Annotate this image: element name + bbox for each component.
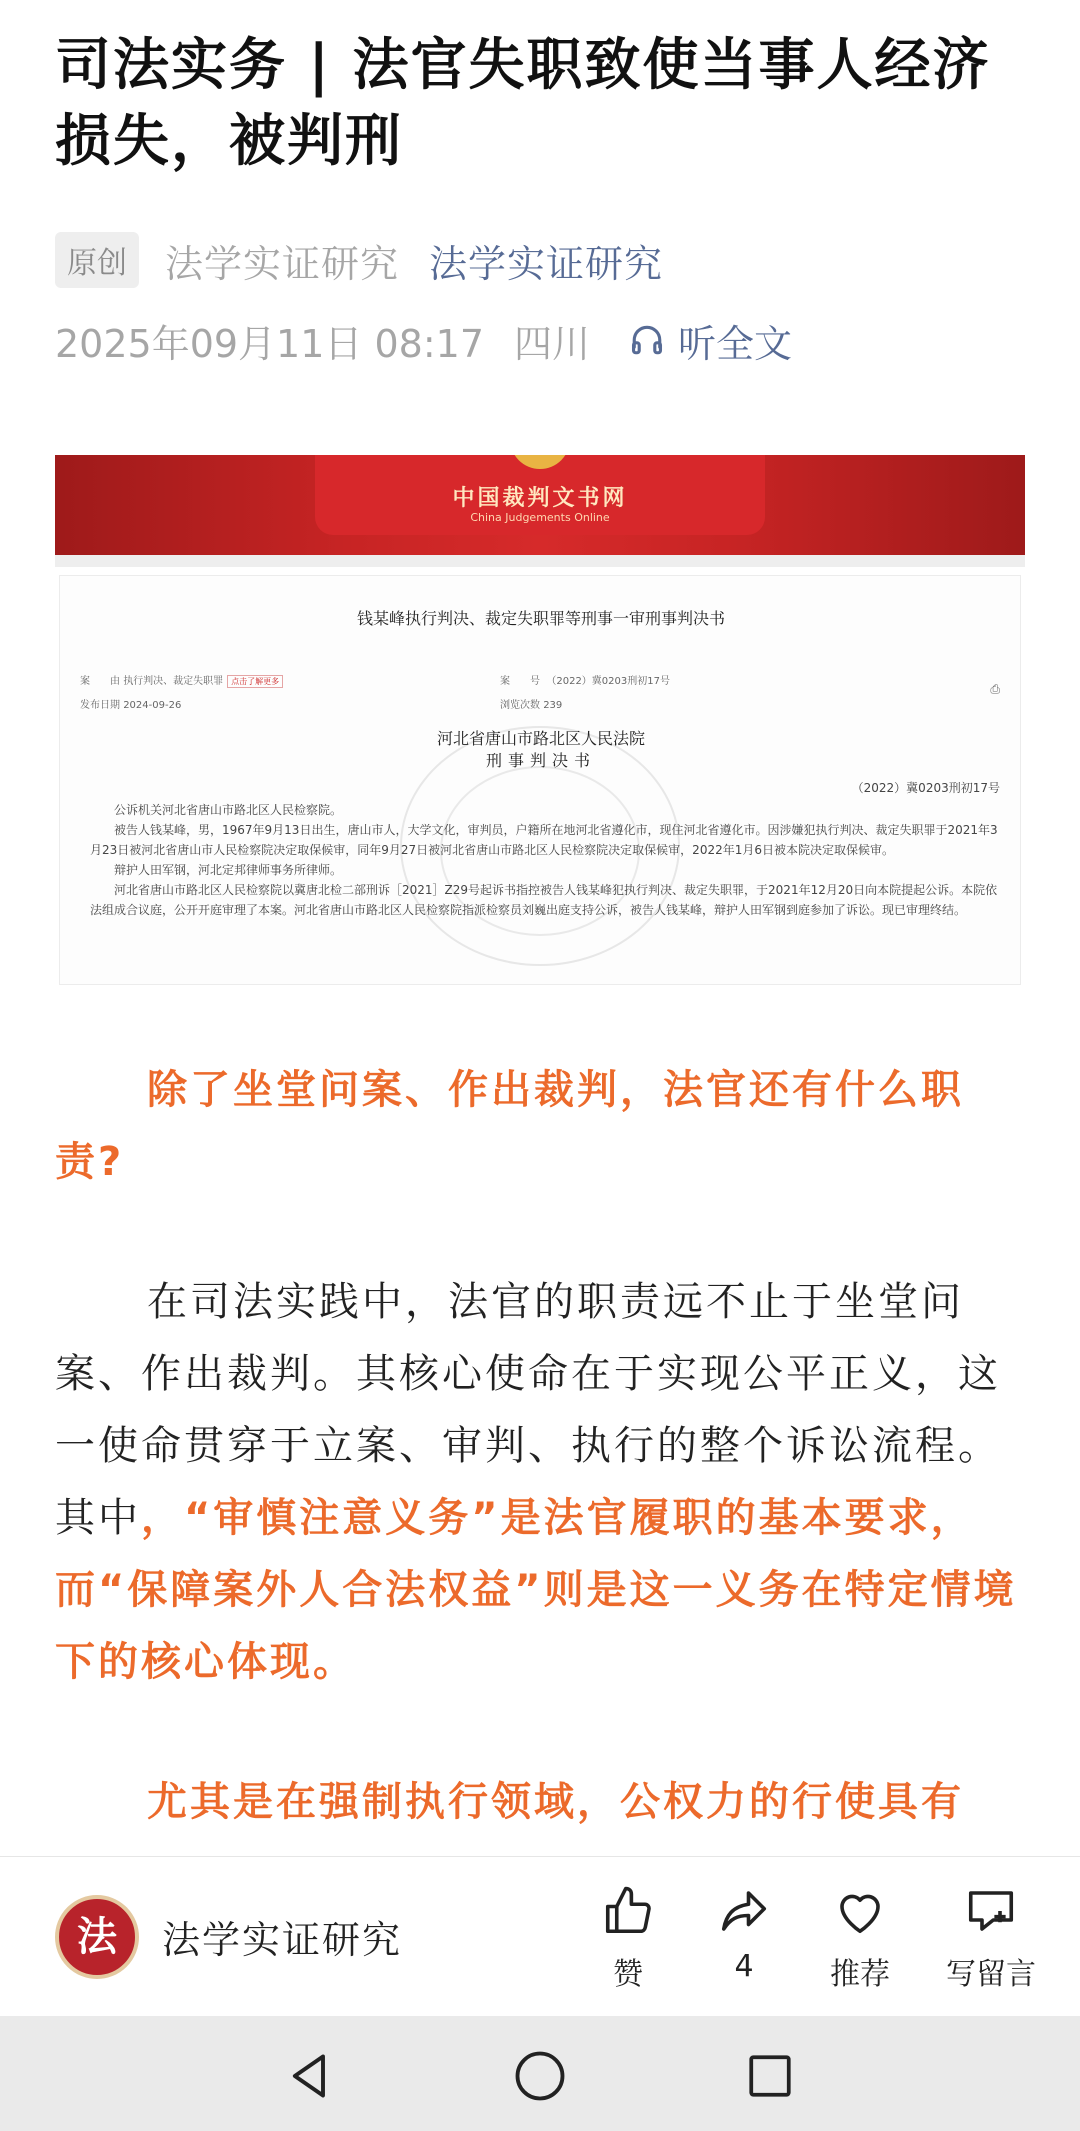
paragraph-question <box>55 1054 1025 1198</box>
listen-button[interactable] <box>630 313 792 368</box>
recommend-label: 推荐 <box>830 1957 890 1992</box>
write-comment-label: 写留言 <box>946 1957 1036 1992</box>
site-subtitle: China Judgements Online <box>470 511 610 524</box>
nav-recents-button[interactable] <box>740 2046 800 2106</box>
system-navigation-bar <box>0 2016 1080 2131</box>
listen-label: 听全文 <box>678 321 793 366</box>
thumbs-up-icon <box>601 1884 655 1938</box>
case-tag: 点击了解更多 <box>227 675 283 688</box>
author-name: 法学实证研究 <box>165 241 400 286</box>
site-title: 中国裁判文书网 <box>452 486 628 511</box>
account-avatar[interactable]: 法 <box>55 1895 139 1979</box>
comment-icon <box>963 1884 1019 1938</box>
enforcement-text: 尤其是在强制执行领域，公权力的行使具有 <box>147 1779 964 1825</box>
view-count: 浏览次数 239 <box>500 700 563 711</box>
paragraph-duties <box>55 1266 1025 1698</box>
publish-info: 发布日期 2024-09-26 <box>80 700 182 711</box>
like-label: 赞 <box>613 1957 643 1992</box>
bottom-account-name[interactable]: 法学实证研究 <box>162 1918 403 1962</box>
recents-square-icon <box>745 2051 795 2101</box>
nav-home-button[interactable] <box>510 2046 570 2106</box>
judgment-screenshot-image[interactable] <box>55 455 1025 985</box>
duties-highlight: ，“审慎注意义务”是法官履职的基本要求，而“保障案外人合法权益”则是这一义务在特定情境下的核心体现。 <box>55 1495 1017 1685</box>
document-number: （2022）冀0203刑初17号 <box>851 781 1000 795</box>
document-heading: 钱某峰执行判决、裁定失职罪等刑事一审刑事判决书 <box>356 609 725 628</box>
question-text: 除了坐堂问案、作出裁判，法官还有什么职责? <box>55 1067 964 1185</box>
write-comment-button[interactable] <box>921 1883 1061 1993</box>
back-triangle-icon <box>284 2050 336 2102</box>
publish-location: 四川 <box>514 321 591 366</box>
court-emblem-icon <box>510 455 570 469</box>
article-title: 司法实务 | 法官失职致使当事人经济损失，被判刑 <box>55 33 991 174</box>
duties-text: 在司法实践中，法官的职责远不止于坐堂问案、作出裁判。其核心使命在于实现公平正义，这一使命贯穿于立案、审判、执行的整个诉讼流程。其中 <box>55 1279 1001 1541</box>
case-cause: 案 由 执行判决、裁定失职罪 点击了解更多 <box>80 672 283 688</box>
banner-center <box>315 455 765 535</box>
headphones-icon <box>630 323 664 357</box>
court-name: 河北省唐山市路北区人民法院 <box>436 729 645 748</box>
publish-date: 2025年09月11日 08:17 <box>55 321 485 366</box>
print-icon: ⎙ <box>990 682 1000 696</box>
recommend-button[interactable] <box>805 1883 915 1993</box>
paragraph-enforcement <box>55 1766 1025 1838</box>
document-type: 刑事判决书 <box>485 751 596 770</box>
date-row <box>55 312 792 368</box>
heart-icon <box>833 1884 887 1938</box>
banner-strip <box>55 555 1025 567</box>
share-button[interactable] <box>689 1883 799 1984</box>
bottom-action-bar <box>0 1856 1080 2016</box>
account-link[interactable]: 法学实证研究 <box>429 241 664 286</box>
share-count: 4 <box>734 1949 754 1984</box>
meta-row <box>55 232 663 288</box>
home-circle-icon <box>513 2049 567 2103</box>
like-button[interactable] <box>573 1883 683 1993</box>
share-arrow-icon <box>717 1884 771 1938</box>
site-banner <box>55 455 1025 555</box>
nav-back-button[interactable] <box>280 2046 340 2106</box>
case-number: 案 号 （2022）冀0203刑初17号 <box>500 676 670 687</box>
document-body: 公诉机关河北省唐山市路北区人民检察院。 被告人钱某峰，男，1967年9月13日出生，唐山市人，大学文化，审判员，户籍所在地河北省遵化市，现住河北省遵化市。因涉嫌犯执行判决、裁定失职罪于2021年3月23日被河北省唐山市人民检察院决定取保候审，同年9月27日被河北省唐山市路北区人民检察院决定取保候审，2022年1月6日被本院决定取保候审。 辩护人田军钢，河北定邦律师事务所律师。 河北省唐山市路北区人民检察院以冀唐北检二部刑诉［2021］Z29号起诉书指控被告人钱某峰犯执行判决、裁定失职罪，于2021年12月20日向本院提起公诉。本院依法组成合议庭，公开开庭审理了本案。河北省唐山市路北区人民检察院指派检察员刘巍出庭支持公诉，被告人钱某峰，辩护人田军钢到庭参加了诉讼。现已审理终结。 <box>90 803 998 917</box>
original-badge: 原创 <box>55 232 139 288</box>
document-paper <box>59 575 1021 985</box>
